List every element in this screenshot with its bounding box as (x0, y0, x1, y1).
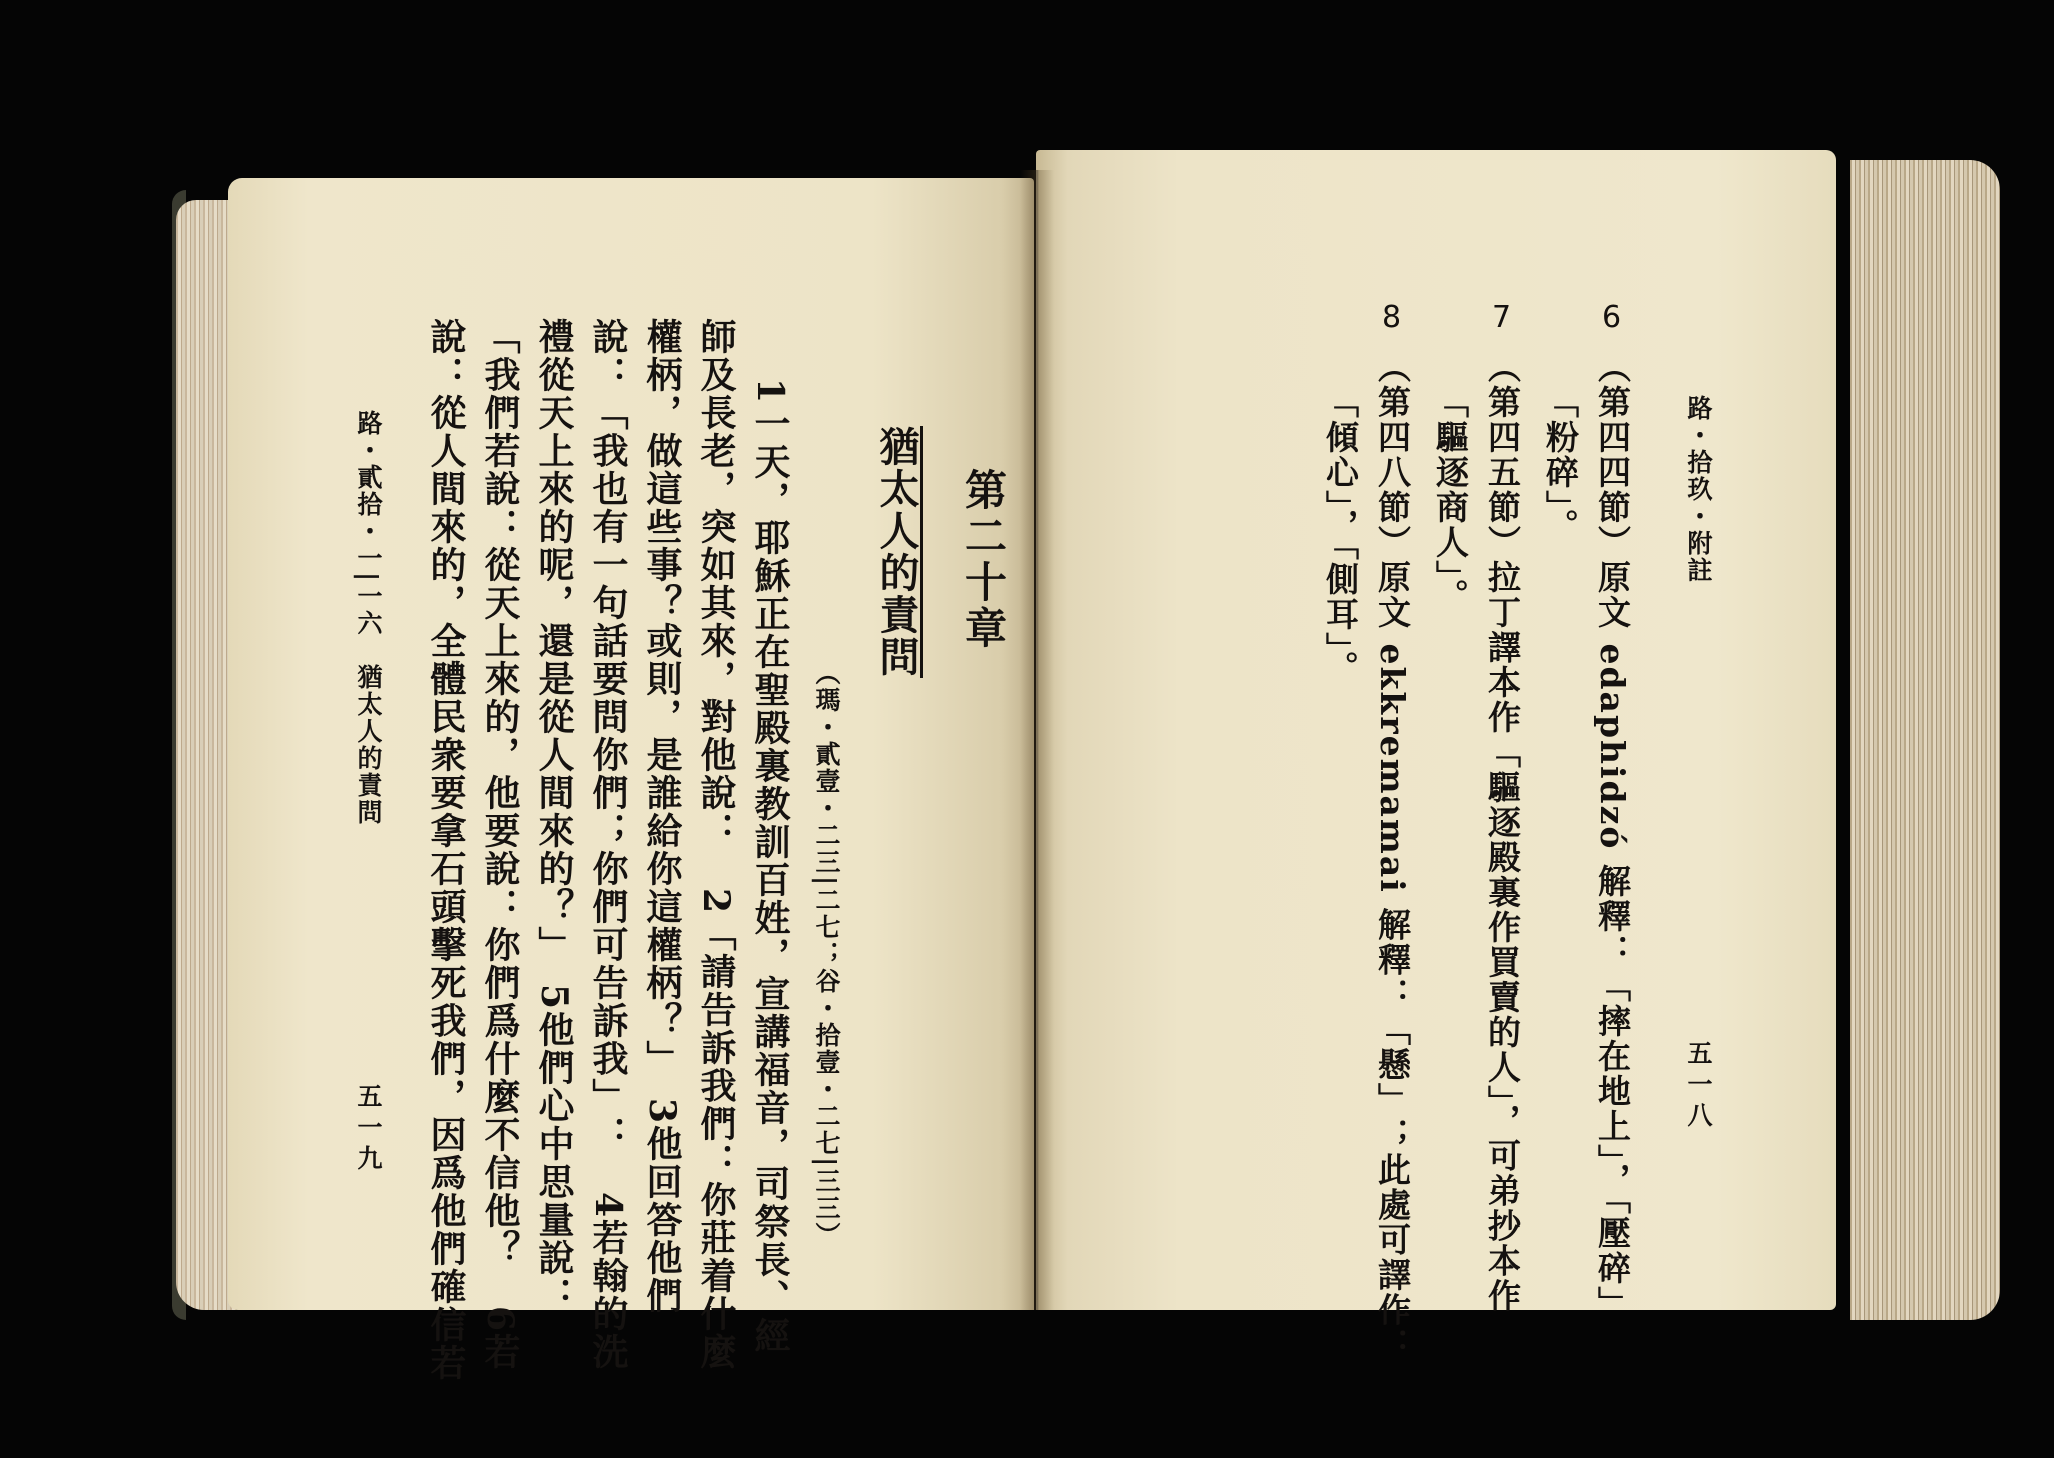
left-running-head: 路・貳拾・一|一六 猶太人的責問 (354, 410, 383, 827)
note-number: 6 (1602, 300, 1622, 335)
note-text: （第四五節）拉丁譯本作「驅逐殿裏作買賣的人」，可弟抄本作 (1483, 350, 1522, 1314)
left-page-number: 五一九 (354, 1083, 383, 1176)
page-edges-right (1850, 160, 2000, 1320)
page-edges-left (176, 200, 236, 1310)
note-text: 「粉碎」。 (1541, 385, 1580, 544)
left-page (228, 178, 1034, 1382)
verse-column: 權柄，做這些事？或則，是誰給你這權柄？」 3他回答他們 (641, 318, 683, 1316)
note-number: 7 (1492, 300, 1512, 335)
note-text: 「傾心」，「側耳」。 (1321, 385, 1360, 686)
verse-column: 師及長老，突如其來，對他說： 2「請告訴我們：你莊着什麼 (695, 318, 737, 1372)
note-number: 8 (1382, 300, 1402, 335)
verse-column: 1一天，耶穌正在聖殿裏教訓百姓，宣講福音，司祭長、經 (749, 378, 791, 1356)
note-text: （第四八節）原文 ekkremamai 解釋：「懸」；此處可譯作： (1373, 350, 1412, 1363)
section-reference: （瑪・貳壹・二三|二七；谷・拾壹・二七|三三） (812, 660, 841, 1250)
right-page (1036, 150, 1836, 1363)
book-gutter (1020, 170, 1054, 1310)
verse-column: 禮從天上來的呢，還是從人間來的？」 5他們心中思量說： (533, 318, 575, 1316)
note-text: 「驅逐商人」。 (1431, 385, 1470, 614)
verse-column: 說：「我也有一句話要問你們；你們可告訴我」： 4若翰的洗 (587, 318, 629, 1372)
right-running-head: 路・拾玖・附註 (1684, 395, 1713, 584)
chapter-title: 第二十章 (959, 468, 1008, 652)
note-text: （第四四節）原文 edaphidzó 解釋：「摔在地上」，「壓碎」 (1593, 350, 1632, 1321)
verse-column: 說：從人間來的，全體民衆要拿石頭擊死我們，因爲他們確信若 (425, 318, 467, 1382)
verse-column: 「我們若說：從天上來的，他要說：你們爲什麼不信他？ 6若 (479, 318, 521, 1372)
right-page-number: 五一八 (1684, 1040, 1713, 1133)
section-title: 猶太人的責問 (876, 426, 923, 678)
